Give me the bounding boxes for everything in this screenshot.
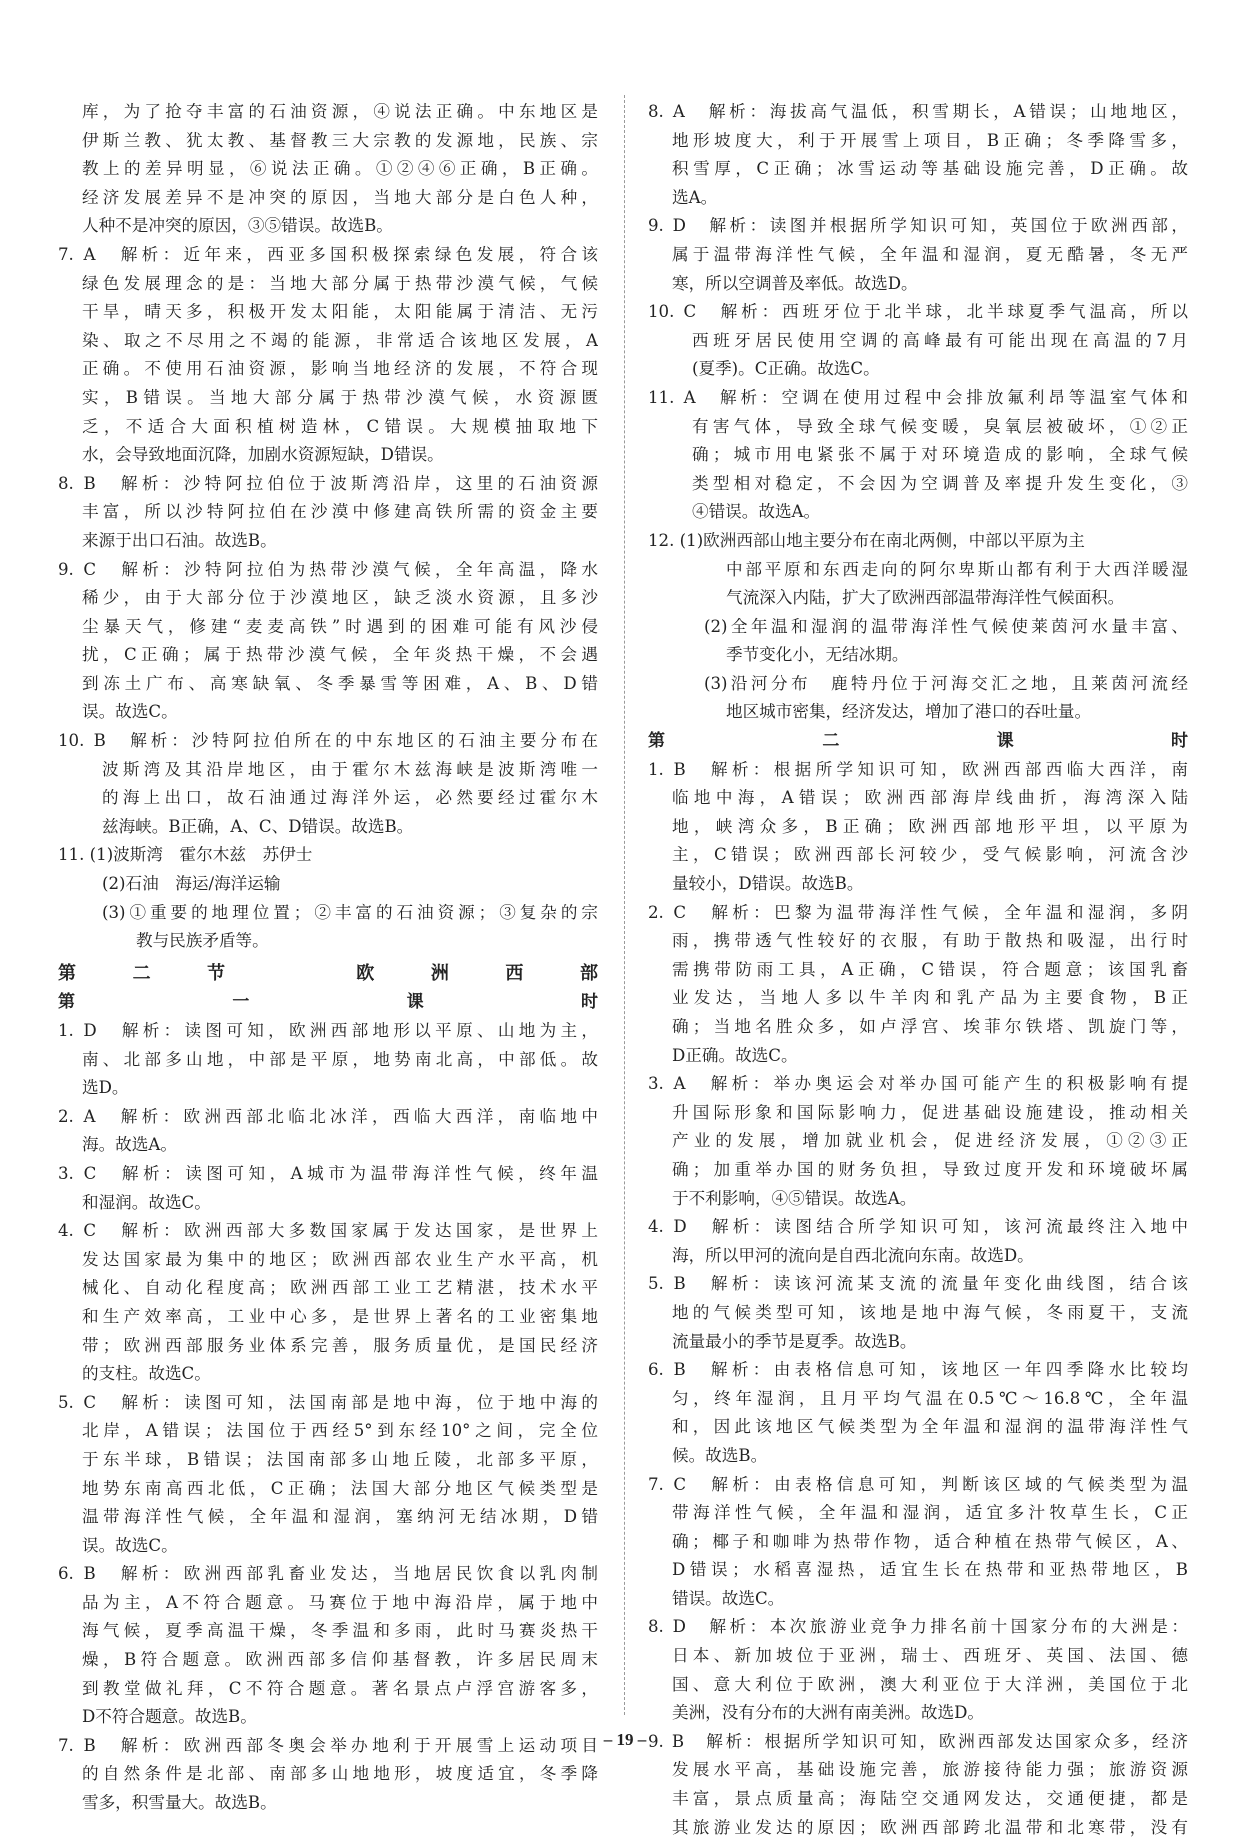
text-line: 3. A 解析：举办奥运会对举办国可能产生的积极影响有提 [648,1074,1188,1094]
text-line: 11. A 解析：空调在使用过程中会排放氟利昂等温室气体和 [648,387,1188,407]
text-line: 7. B 解析：欧洲西部冬奥会举办地利于开展雪上运动项目 [58,1735,598,1755]
text-line: 雪多，积雪量大。故选B。 [82,1793,277,1813]
text-line: 经济发展差异不是冲突的原因，当地大部分是白色人种， [82,187,598,207]
text-line: 海，所以甲河的流向是自西北流向东南。故选D。 [672,1245,1034,1265]
text-line: 实，B错误。当地大部分属于热带沙漠气候，水资源匮 [82,387,598,407]
section-heading: 第二课时 [648,731,1188,752]
text-line: 量较小，D错误。故选B。 [672,874,864,894]
text-line: 绿色发展理念的是：当地大部分属于热带沙漠气候，气候 [82,273,598,293]
text-line: 主，C错误；欧洲西部长河较少，受气候影响，河流含沙 [672,845,1188,865]
text-line: 4. D 解析：读图结合所学知识可知，该河流最终注入地中 [648,1217,1188,1237]
text-line: 雨，携带透气性较好的衣服，有助于散热和吸湿，出行时 [672,931,1188,951]
text-line: 的自然条件是北部、南部多山地地形，坡度适宜，冬季降 [82,1764,598,1784]
text-line: 燥，B符合题意。欧洲西部多信仰基督教，许多居民周末 [82,1650,598,1670]
text-line: 12. (1)欧洲西部山地主要分布在南北两侧，中部以平原为主 [648,530,1085,550]
text-line: 错误。故选C。 [672,1588,785,1608]
text-line: 其旅游业发达的原因；欧洲西部跨北温带和北寒带，没有 [672,1817,1188,1837]
text-line: 和生产效率高，工业中心多，是世界上著名的工业密集地 [82,1306,598,1326]
right-column [648,98,1188,1842]
text-line: (3)沿河分布 鹿特丹位于河海交汇之地，且莱茵河流经 [704,673,1188,693]
text-line: 11. (1)波斯湾 霍尔木兹 苏伊士 [58,845,313,865]
text-line: 寒，所以空调普及率低。故选D。 [672,273,918,293]
text-line: D正确。故选C。 [672,1045,798,1065]
text-line: 的海上出口，故石油通过海洋外运，必然要经过霍尔木 [102,788,598,808]
text-line: 染、取之不尽用之不竭的能源，非常适合该地区发展，A [82,330,598,350]
text-line: ④错误。故选A。 [692,502,821,522]
text-line: 稀少，由于大部分位于沙漠地区，缺乏淡水资源，且多沙 [82,588,598,608]
text-line: 流量最小的季节是夏季。故选B。 [672,1331,917,1351]
text-line: 地形坡度大，利于开展雪上项目，B正确；冬季降雪多， [672,130,1188,150]
text-line: 6. B 解析：欧洲西部乳畜业发达，当地居民饮食以乳肉制 [58,1564,598,1584]
text-line: 南、北部多山地，中部是平原，地势南北高，中部低。故 [82,1049,598,1069]
text-line: 尘暴天气，修建“麦麦高铁”时遇到的困难可能有风沙侵 [82,616,598,636]
text-line: 2. A 解析：欧洲西部北临北冰洋，西临大西洋，南临地中 [58,1106,598,1126]
column-divider [624,95,625,1715]
text-line: 丰富，景点质量高；海陆空交通网发达，交通便捷，都是 [672,1789,1188,1809]
text-line: 海气候，夏季高温干燥，冬季温和多雨，此时马赛炎热干 [82,1621,598,1641]
text-line: 10. B 解析：沙特阿拉伯所在的中东地区的石油主要分布在 [58,731,598,751]
text-line: 6. B 解析：由表格信息可知，该地区一年四季降水比较均 [648,1360,1188,1380]
text-line: 国、意大利位于欧洲，澳大利亚位于大洋洲，美国位于北 [672,1674,1188,1694]
text-line: 1. B 解析：根据所学知识可知，欧洲西部西临大西洋，南 [648,759,1188,779]
text-line: 中部平原和东西走向的阿尔卑斯山都有利于大西洋暖湿 [726,559,1188,579]
text-line: 地势东南高西北低，C正确；法国大部分地区气候类型是 [82,1478,598,1498]
text-line: 日本、新加坡位于亚洲，瑞士、西班牙、英国、法国、德 [672,1646,1188,1666]
text-line: 临地中海，A错误；欧洲西部海岸线曲折，海湾深入陆 [672,788,1188,808]
text-line: 8. B 解析：沙特阿拉伯位于波斯湾沿岸，这里的石油资源 [58,473,598,493]
text-line: 确；城市用电紧张不属于对环境造成的影响，全球气候 [692,445,1188,465]
text-line: (3)①重要的地理位置；②丰富的石油资源；③复杂的宗 [102,902,598,922]
text-line: 械化、自动化程度高；欧洲西部工业工艺精湛，技术水平 [82,1278,598,1298]
text-line: 品为主，A不符合题意。马赛位于地中海沿岸，属于地中 [82,1592,598,1612]
text-line: 西班牙居民使用空调的高峰最有可能出现在高温的7月 [692,330,1188,350]
text-line: 带；欧洲西部服务业体系完善，服务质量优，是国民经济 [82,1335,598,1355]
text-line: (2)全年温和湿润的温带海洋性气候使莱茵河水量丰富、 [704,616,1188,636]
text-line: 7. C 解析：由表格信息可知，判断该区域的气候类型为温 [648,1474,1188,1494]
text-line: 4. C 解析：欧洲西部大多数国家属于发达国家，是世界上 [58,1221,598,1241]
text-line: 扰，C正确；属于热带沙漠气候，全年炎热干燥，不会遇 [82,645,598,665]
text-line: 波斯湾及其沿岸地区，由于霍尔木兹海峡是波斯湾唯一 [102,759,598,779]
text-line: 干旱，晴天多，积极开发太阳能，太阳能属于清洁、无污 [82,302,598,322]
text-line: 9. C 解析：沙特阿拉伯为热带沙漠气候，全年高温，降水 [58,559,598,579]
text-line: 有害气体，导致全球气候变暖，臭氧层被破坏，①②正 [692,416,1188,436]
text-line: 人种不是冲突的原因，③⑤错误。故选B。 [82,216,393,236]
text-line: 教上的差异明显，⑥说法正确。①②④⑥正确，B正确。 [82,159,598,179]
text-line: 7. A 解析：近年来，西亚多国积极探索绿色发展，符合该 [58,244,598,264]
text-line: 水，会导致地面沉降，加剧水资源短缺，D错误。 [82,445,444,465]
text-line: 到冻土广布、高寒缺氧、冬季暴雪等困难，A、B、D错 [82,673,598,693]
text-line: 5. C 解析：读图可知，法国南部是地中海，位于地中海的 [58,1392,598,1412]
text-line: 9. B 解析：根据所学知识可知，欧洲西部发达国家众多，经济 [648,1731,1188,1751]
text-line: 于不利影响，④⑤错误。故选A。 [672,1188,917,1208]
text-line: 产业的发展，增加就业机会，促进经济发展，①②③正 [672,1131,1188,1151]
text-line: 伊斯兰教、犹太教、基督教三大宗教的发源地，民族、宗 [82,130,598,150]
text-line: 美洲，没有分布的大洲有南美洲。故选D。 [672,1703,984,1723]
text-line: 发达国家最为集中的地区；欧洲西部农业生产水平高，机 [82,1249,598,1269]
section-heading: 第一课时 [58,992,598,1013]
text-line: 积雪厚，C正确；冰雪运动等基础设施完善，D正确。故 [672,159,1188,179]
text-line: 确；加重举办国的财务负担，导致过度开发和环境破坏属 [672,1159,1188,1179]
text-line: 于东半球，B错误；法国南部多山地丘陵，北部多平原， [82,1449,598,1469]
text-line: (夏季)。C正确。故选C。 [692,359,880,379]
text-line: 库，为了抢夺丰富的石油资源，④说法正确。中东地区是 [82,102,598,121]
text-line: 10. C 解析：西班牙位于北半球，北半球夏季气温高，所以 [648,302,1188,322]
text-line: 误。故选C。 [82,1535,178,1555]
text-line: 升国际形象和国际影响力，促进基础设施建设，推动相关 [672,1102,1188,1122]
text-line: 来源于出口石油。故选B。 [82,530,277,550]
text-line: 3. C 解析：读图可知，A城市为温带海洋性气候，终年温 [58,1163,598,1183]
text-line: 类型相对稳定，不会因为空调普及率提升发生变化，③ [692,473,1188,493]
text-line: 海。故选A。 [82,1135,177,1155]
text-line: 5. B 解析：读该河流某支流的流量年变化曲线图，结合该 [648,1274,1188,1294]
text-line: 候。故选B。 [672,1445,768,1465]
text-line: 8. D 解析：本次旅游业竞争力排名前十国家分布的大洲是： [648,1617,1188,1637]
text-line: 地区城市密集，经济发达，增加了港口的吞吐量。 [726,702,1092,722]
text-line: 和湿润。故选C。 [82,1192,211,1212]
text-line: 发展水平高，基础设施完善，旅游接待能力强；旅游资源 [672,1760,1188,1780]
text-line: 8. A 解析：海拔高气温低，积雪期长，A错误；山地地区， [648,102,1188,121]
text-line: 地的气候类型可知，该地是地中海气候，冬雨夏干，支流 [672,1302,1188,1322]
text-line: 教与民族矛盾等。 [136,931,269,951]
text-line: 9. D 解析：读图并根据所学知识可知，英国位于欧洲西部， [648,216,1188,236]
text-line: 匀，终年湿润，且月平均气温在0.5℃～16.8℃，全年温 [672,1388,1188,1408]
text-line: 北岸，A错误；法国位于西经5°到东经10°之间，完全位 [82,1421,598,1441]
text-line: 和，因此该地区气候类型为全年温和湿润的温带海洋性气 [672,1417,1188,1437]
text-line: 选A。 [672,187,718,207]
text-line: 丰富，所以沙特阿拉伯在沙漠中修建高铁所需的资金主要 [82,502,598,522]
text-line: 2. C 解析：巴黎为温带海洋性气候，全年温和湿润，多阴 [648,902,1188,922]
text-line: 地，峡湾众多，B正确；欧洲西部地形平坦，以平原为 [672,816,1188,836]
text-line: D不符合题意。故选B。 [82,1707,257,1727]
text-line: 选D。 [82,1078,129,1098]
text-line: D错误；水稻喜湿热，适宜生长在热带和亚热带地区，B [672,1560,1188,1580]
text-line: 需携带防雨工具，A正确，C错误，符合题意；该国乳畜 [672,959,1188,979]
text-line: 误。故选C。 [82,702,178,722]
text-line: 属于温带海洋性气候，全年温和湿润，夏无酷暑，冬无严 [672,244,1188,264]
page-number: – 19 – [603,1730,647,1749]
text-line: 1. D 解析：读图可知，欧洲西部地形以平原、山地为主， [58,1021,598,1040]
text-line: 的支柱。故选C。 [82,1364,211,1384]
text-line: 确；当地名胜众多，如卢浮宫、埃菲尔铁塔、凯旋门等， [672,1017,1188,1036]
text-line: 温带海洋性气候，全年温和湿润，塞纳河无结冰期，D错 [82,1507,598,1527]
text-line: 正确。不使用石油资源，影响当地经济的发展，不符合现 [82,359,598,379]
text-line: 带海洋性气候，全年温和湿润，适宜多汁牧草生长，C正 [672,1503,1188,1523]
text-line: 季节变化小，无结冰期。 [726,645,909,665]
text-line: 兹海峡。B正确，A、C、D错误。故选B。 [102,816,414,836]
text-line: 业发达，当地人多以牛羊肉和乳产品为主要食物，B正 [672,988,1188,1008]
section-heading: 第二节 欧洲西部 [58,962,598,984]
left-column [58,98,598,1818]
text-line: 气流深入内陆，扩大了欧洲西部温带海洋性气候面积。 [726,588,1125,608]
text-line: 乏，不适合大面积植树造林，C错误。大规模抽取地下 [82,416,598,436]
text-line: 到教堂做礼拜，C不符合题意。著名景点卢浮宫游客多， [82,1678,598,1698]
text-line: (2)石油 海运/海洋运输 [102,874,281,894]
text-line: 确；椰子和咖啡为热带作物，适合种植在热带气候区，A、 [672,1531,1188,1551]
